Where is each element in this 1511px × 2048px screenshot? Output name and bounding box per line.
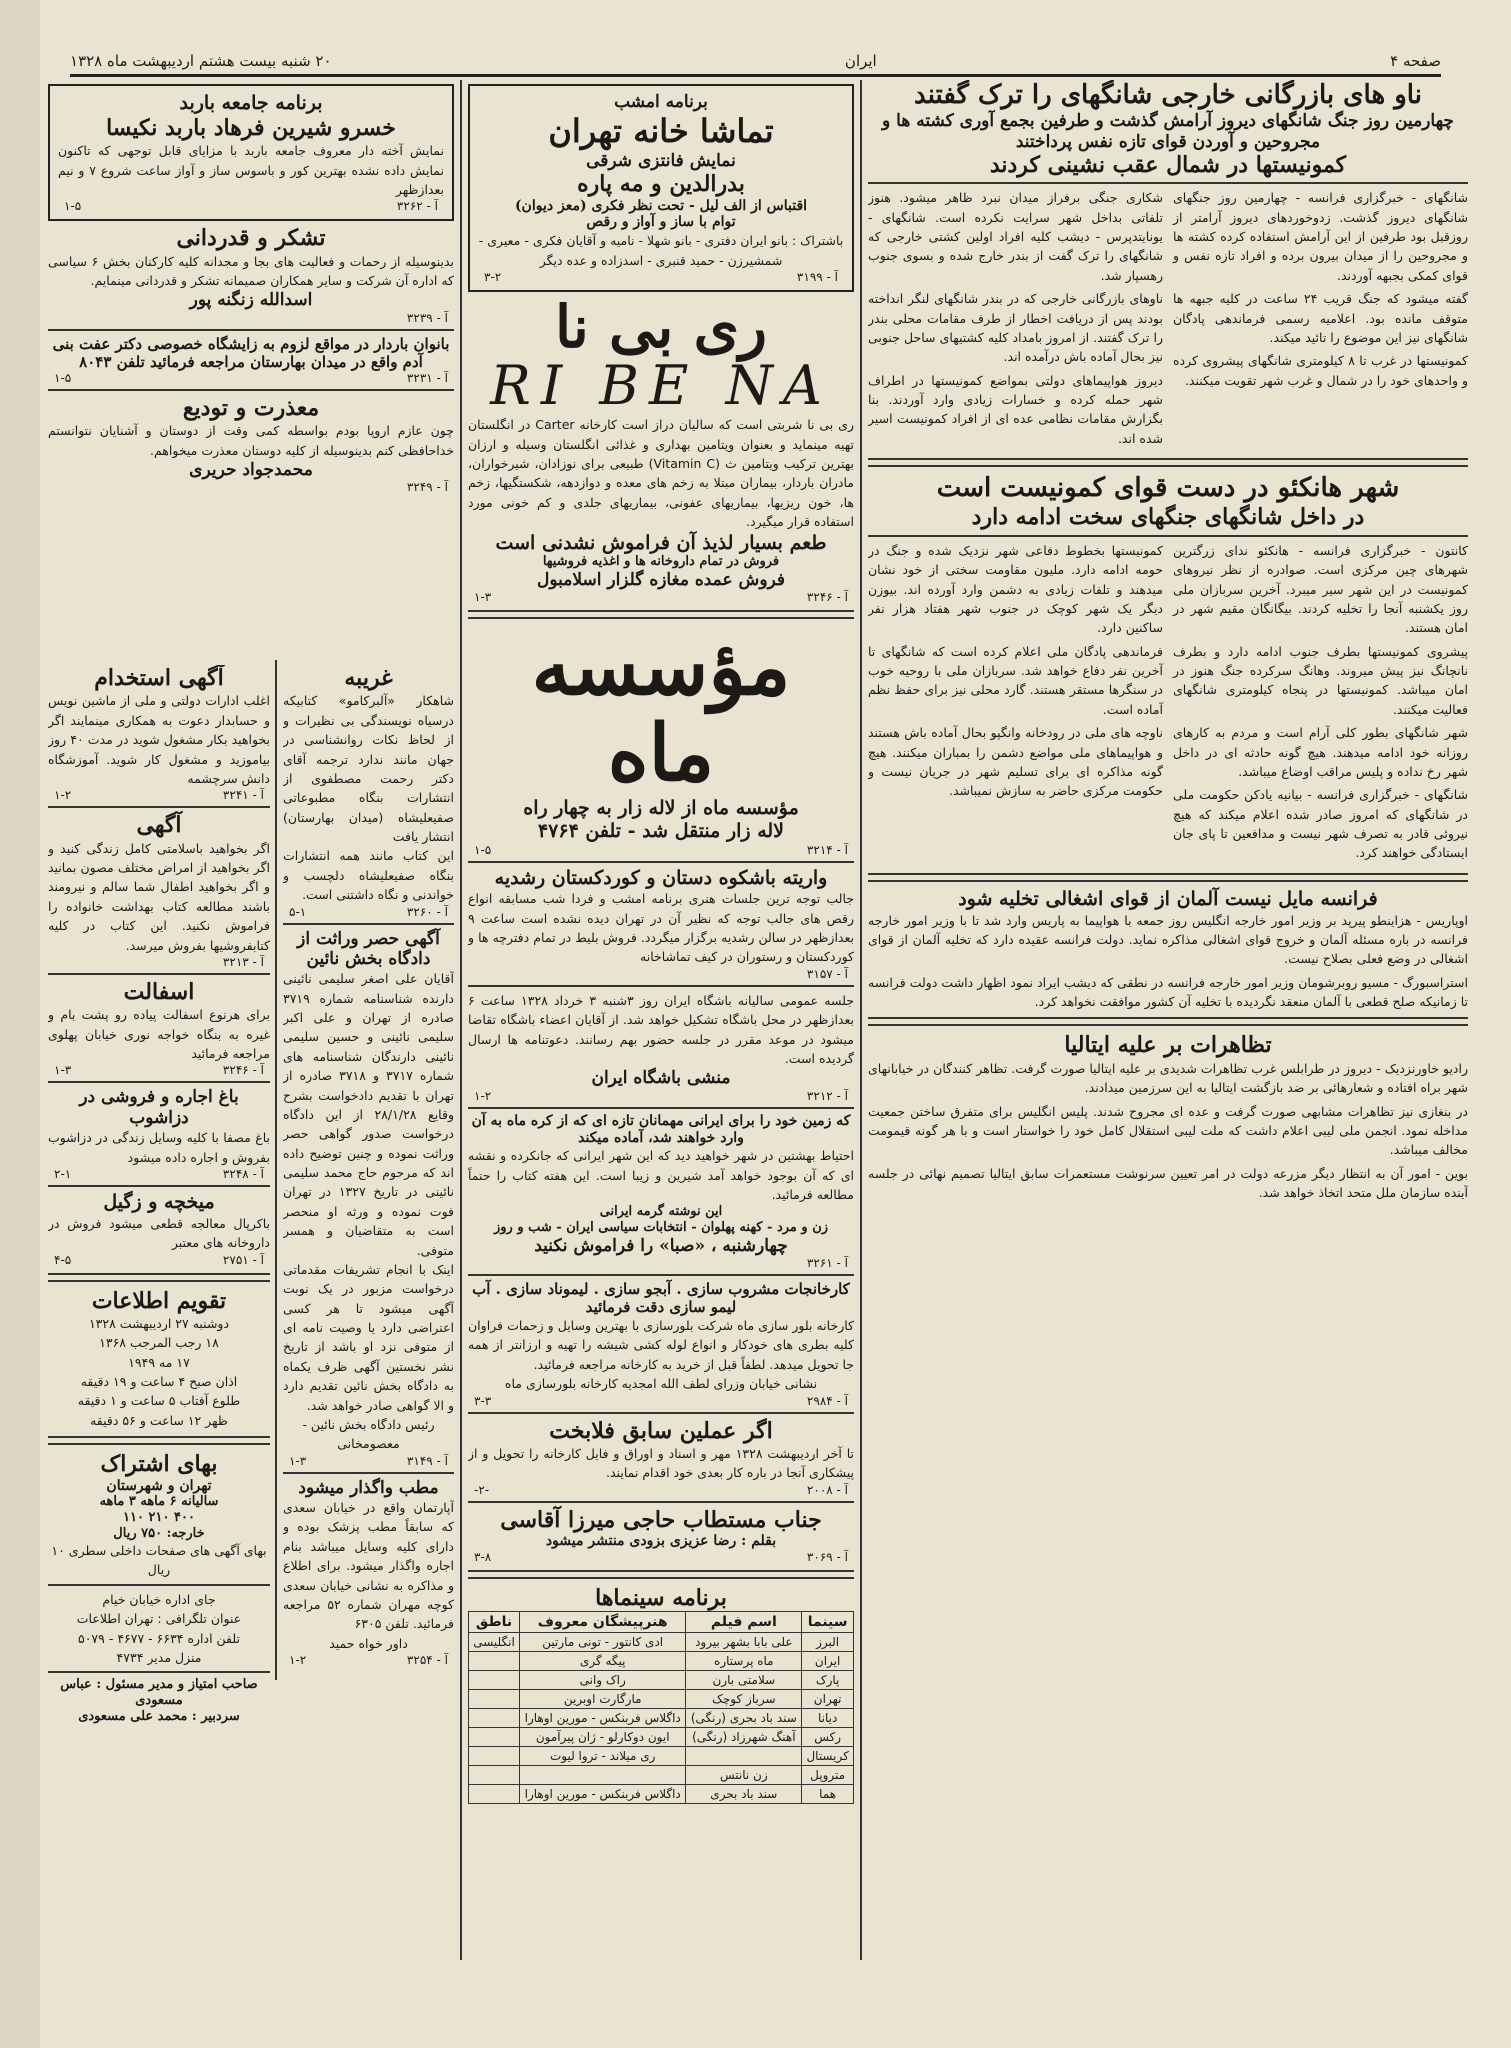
paragraph: کمونیستها بخطوط دفاعی شهر نزدیک شده و جنگ در حومه ادامه دارد. ملیون مقاومت سختی از خود نشان میدهند و تلفات زیادی به دشمن وارد آورده اند. بیوزن دیگر یک شهر کوچک در جنوب شهر هفتاد هزار نفر ساکنین دارد. — [868, 542, 1163, 636]
divider — [468, 1412, 854, 1414]
cinema-cell — [686, 1747, 802, 1766]
article-hankou-text-2 — [868, 541, 1163, 867]
ribena-sale: فروش در تمام داروخانه ها و اغذیه فروشیها — [542, 554, 780, 570]
barbad-body: نمایش آخته دار معروف جامعه باربد با مزایای قابل توجهی که تاکنون نمایش داده نشده بهترین کور و باسوس ساز و آواز ساعت شروع ۷ و نیم بعدازظهر — [58, 143, 444, 197]
news-column — [868, 80, 1468, 1960]
paragraph: ناوهای بازرگانی خارجی که در بندر شانگهای لنگر انداخته بودند پس از دریافت اخطار از طرف مقامات محلی بندر را ترک گفتند. از امروز بامداد کلیه کشتیهای ساحل جنوبی نیز بحال آماده باش درآمده اند. — [868, 291, 1163, 365]
subhead-shanghai-fighting: در داخل شانگهای جنگهای سخت ادامه دارد — [971, 504, 1365, 531]
article-ships-text — [1173, 188, 1468, 452]
divider — [468, 1107, 854, 1109]
headline-hankou: شهر هانکئو در دست قوای کمونیست است — [936, 473, 1400, 504]
cinema-row — [469, 1728, 854, 1747]
subscription-foreign: خارجه: ۷۵۰ ریال — [113, 1525, 205, 1541]
cinema-cell: هما — [802, 1785, 854, 1804]
masthead — [70, 48, 1441, 77]
office-signature: داور خواه حمید — [329, 1635, 408, 1651]
headline-ships: ناو های بازرگانی خارجی شانگهای را ترک گفتند — [914, 80, 1422, 110]
ad-ref — [48, 371, 454, 385]
program-label: برنامه امشب — [614, 92, 708, 112]
article-hankou-text — [1173, 541, 1468, 867]
cinema-row — [469, 1690, 854, 1709]
garden-body: باغ مصفا با کلیه وسایل زندگی در دزاشوب بفروش و اجاره داده میشود — [48, 1130, 270, 1165]
paragraph: در بنغازی نیز تظاهرات مشابهی صورت گرفت و عده ای مجروح شدند. پلیس انگلیس برای متفرق ساختن جمعیت مداخله نمود. انجمن ملی لیبی اعلام داشت که ملت لیبی استقلال کامل خود را خواستار است و با هر گونه قیمومت مخالف میباشد. — [868, 1103, 1468, 1158]
divider — [48, 1436, 270, 1445]
ref-code: آ - ۳۲۴۹ — [406, 480, 448, 495]
saba-date: چهارشنبه ، «صبا» را فراموش نکنید — [534, 1235, 788, 1256]
subscription-prices: ۴۰۰ ۲۱۰ ۱۱۰ — [123, 1509, 195, 1525]
ref-code: ۳-۳ — [474, 1393, 492, 1408]
ad-ref — [48, 788, 270, 802]
variety-title: واریته باشکوه دستان و کوردکستان رشدیه — [494, 866, 828, 889]
divider — [468, 1274, 854, 1276]
ref-code: آ - ۳۲۱۲ — [806, 1088, 848, 1103]
theatre-ad — [468, 84, 854, 292]
headline-germany-evacuation: فرانسه مایل نیست آلمان از قوای اشغالی تخلیه شود — [958, 887, 1378, 910]
notice-title: آگهی — [136, 812, 182, 839]
mah-line-2: لاله زار منتقل شد - تلفن ۴۷۶۴ — [537, 819, 785, 842]
article-ships-text-2 — [868, 188, 1163, 452]
paragraph: پیشروی کمونیستها بطرف جنوب ادامه دارد و بطرف نانچانگ نیز پیش میروند. وهانگ سرکرده جنگ هنوز در امان میباشد. کمونیستها در پنجاه کیلومتری شانگهای فعالیت میکنند. — [1173, 643, 1468, 717]
headline-italy-protests: تظاهرات بر علیه ایتالیا — [1064, 1032, 1272, 1059]
ref-code: ۳-۸ — [474, 1549, 492, 1564]
cinema-cell: داگلاس فربنکس - مورین اوهارا — [520, 1785, 686, 1804]
cinema-cell: ایون دوکارلو - ژان پیرآمون — [520, 1728, 686, 1747]
cinema-column-header: ناطق — [469, 1612, 520, 1633]
cinema-table — [468, 1611, 854, 1804]
cinema-cell: سرباز کوچک — [686, 1690, 802, 1709]
ad-rate-note: بهای آگهی های صفحات داخلی سطری ۱۰ ریال — [51, 1543, 267, 1578]
ref-code: ۱-۲ — [289, 1653, 307, 1668]
divider — [868, 1017, 1468, 1026]
cinema-cell: ادی کانتور - تونی مارتین — [520, 1633, 686, 1652]
divider — [48, 806, 270, 808]
article-italy-text — [868, 1059, 1468, 1203]
divider — [48, 1273, 270, 1282]
ribena-title-fa: ری بی نا — [554, 292, 768, 361]
thanks-body: بدینوسیله از رحمات و فعالیت های بجا و مجدانه کلیه کارکنان بخش ۶ سیاسی که اداره آن شرکت و سایر همکاران صمیمانه تشکر و قدردانی مینمایم. — [48, 253, 454, 289]
issue-date: ۲۰ شنبه بیست هشتم اردیبهشت ماه ۱۳۲۸ — [70, 52, 332, 70]
club-signature: منشی باشگاه ایران — [591, 1068, 731, 1089]
subscription-scope: تهران و شهرستان — [106, 1477, 212, 1494]
book-author: بقلم : رضا عزیزی بزودی منتشر میشود — [545, 1533, 777, 1550]
calendar-entry: اذان صبح ۴ ساعت و ۱۹ دقیقه — [80, 1374, 238, 1390]
barbad-play: خسرو شیرین فرهاد باربد نکیسا — [106, 114, 396, 141]
cinema-cell — [469, 1728, 520, 1747]
divider — [48, 1185, 270, 1187]
divider — [468, 1501, 854, 1503]
ref-code: آ - ۲۷۵۱ — [222, 1252, 264, 1267]
office-address: جای اداره خیابان خیام — [102, 1591, 216, 1607]
ref-code: ۲-۱ — [54, 1166, 72, 1181]
cinema-column-header: سینما — [802, 1612, 854, 1633]
ribena-ad — [468, 292, 854, 605]
ad-ref — [48, 1063, 270, 1077]
cinema-cell — [469, 1652, 520, 1671]
play-credit: اقتباس از الف لیل - تحت نظر فکری (معز دیوان) — [514, 197, 808, 214]
mah-title: مؤسسه ماه — [531, 622, 791, 800]
news-subcolumns — [868, 541, 1468, 867]
cinema-cell — [469, 1671, 520, 1690]
factory-title: کارخانجات مشروب سازی . آبجو سازی . لیموناد سازی . آب لیمو سازی دقت فرمائید — [472, 1280, 850, 1316]
divider — [48, 329, 454, 331]
ref-code: آ - ۳۲۱۴ — [806, 842, 848, 857]
cinema-cell: ری میلاند - تروا لیوت — [520, 1747, 686, 1766]
divider — [868, 873, 1468, 882]
cinema-cell: پارک — [802, 1671, 854, 1690]
ref-code: آ - ۳۲۴۶ — [222, 1063, 264, 1078]
cinema-cell: مارگارت اوبرین — [520, 1690, 686, 1709]
paragraph: رادیو خاورنزدیک - دیروز در طرابلس غرب تظاهرات شدیدی بر علیه ایتالیا صورت گرفت. تظاهر کنندگان در خیابانهای شهر براه افتاده و شعارهائی بر ضد بازگشت ایتالیا به این سرزمین میدادند. — [868, 1060, 1468, 1096]
play-title: بدرالدین و مه پاره — [577, 171, 745, 198]
cinema-cell: ایران — [802, 1652, 854, 1671]
play-note: توام با ساز و آواز و رقص — [586, 214, 736, 231]
ref-code: ۱-۵ — [474, 842, 492, 857]
divider — [48, 1081, 270, 1083]
subscription-title: بهای اشتراک — [100, 1451, 218, 1478]
workers-notice — [468, 1418, 854, 1497]
ref-code: آ - ۳۲۶۱ — [806, 1256, 848, 1270]
publisher-line: صاحب امتیاز و مدیر مسئول : عباس مسعودی — [60, 1677, 258, 1708]
cinema-cell: داگلاس فربنکس - مورین اوهارا — [520, 1709, 686, 1728]
ref-code: آ - ۳۲۳۱ — [406, 370, 448, 385]
factory-body: کارخانه بلور سازی ماه شرکت بلورسازی با بهترین وسایل و زحمات فراوان کلیه بطری های خودکار و انواع لوله کشی شیشه را تهیه و ارزانتر از همه جا تحویل میدهد. لطفاً قبل از خرید به کارخانه مراجعه فرمائید. — [468, 1318, 854, 1372]
cinema-cell: رکس — [802, 1728, 854, 1747]
club-notice — [468, 991, 854, 1103]
cinema-row — [469, 1652, 854, 1671]
paragraph: فرماندهی پادگان ملی اعلام کرده است که شانگهای تا آخرین نفر دفاع خواهد شد. سربازان ملی با روحیه خوب در سنگرها مستقر هستند. گارد محلی نیز برای حفظ نظم آماده است. — [868, 643, 1163, 717]
cinema-row — [469, 1709, 854, 1728]
garden-title: باغ اجاره و فروشی در دزاشوب — [79, 1087, 239, 1128]
heirs-title: آگهی حصر وراثت از دادگاه بخش نائین — [297, 928, 440, 969]
gharibe-title: غریبه — [344, 665, 393, 691]
book-title: جناب مستطاب حاجی میرزا آقاسی — [500, 1506, 822, 1533]
paragraph: شکاری جنگی برفراز میدان نبرد ظاهر میشود. هنوز تلفاتی بداخل شهر سرایت نکرده است. شانگهای - یونایتدپرس - دیشب کلیه افراد اولین کشتی خارجی که شانگهای را ترک گفت از بندر خارج شده و بسوی جنوب رهسپار شد. — [868, 190, 1163, 283]
divider — [868, 535, 1468, 537]
saba-title: که زمین خود را برای ایرانی مهمانان تازه ای که از کره ماه به آن وارد خواهند شد، آماده میکند — [471, 1112, 851, 1146]
ref-code: آ - ۳۲۶۲ — [396, 199, 438, 214]
left-inner-column — [283, 665, 454, 1680]
column-rule — [275, 660, 277, 1680]
divider — [868, 182, 1468, 184]
ad-ref — [48, 311, 454, 325]
apology-signature: محمدجواد حریری — [189, 459, 313, 480]
saba-author: این نوشته گرمه ایرانی — [599, 1204, 723, 1220]
ref-code: آ - ۳۲۱۳ — [222, 954, 264, 969]
ad-ref — [468, 1089, 854, 1103]
club-body: جلسه عمومی سالیانه باشگاه ایران روز ۳شنبه ۳ خرداد ۱۳۲۸ ساعت ۶ بعدازظهر در محل باشگاه تشکیل خواهد شد. از آقایان اعضاء باشگاه تقاضا میشود در موعد مقرر در جلسه حضور بهم رسانند. دعوتنامه ها ارسال گردیده است. — [468, 992, 854, 1066]
ad-ref — [58, 199, 444, 213]
ad-ref — [283, 905, 454, 919]
ad-ref — [468, 967, 854, 981]
calendar-entry: ظهر ۱۲ ساعت و ۵۶ دقیقه — [90, 1412, 228, 1428]
ad-ref — [468, 1483, 854, 1497]
paragraph: کمونیستها در غرب تا ۸ کیلومتری شانگهای پیشروی کرده و واحدهای خود را در شمال و غرب شهر تقویت میکنند. — [1173, 353, 1468, 388]
telegraph-address: عنوان تلگرافی : تهران اطلاعات — [76, 1611, 242, 1627]
ref-code: آ - ۳۲۴۱ — [222, 788, 264, 803]
heirs-signature: رئیس دادگاه بخش نائین - معصومخانی — [302, 1416, 435, 1452]
cinema-cell: دیانا — [802, 1709, 854, 1728]
cinema-cell: آهنگ شهرزاد (رنگی) — [686, 1728, 802, 1747]
cinema-cell: پیگه گری — [520, 1652, 686, 1671]
cinema-cell — [520, 1766, 686, 1785]
ad-ref — [468, 1394, 854, 1408]
ref-code: ۱-۳ — [474, 590, 492, 605]
variety-body: جالب توجه ترین جلسات هنری برنامه امشب و فردا شب مسابقه انواع رقص های جالب توجه که نظیر آن در تهران دیده نشده است ساعت ۹ بعدازظهر در سالن رشدیه برگزار میگردد. فروش بلیط در تمام دفترچه ها و کوردکستان و رستوران در کیف تماشاخانه — [468, 891, 854, 965]
saba-topics: زن و مرد - کهنه پهلوان - انتخابات سیاسی ایران - شب و روز — [493, 1220, 829, 1236]
cinema-cell — [469, 1785, 520, 1804]
ref-code: ۱-۵ — [64, 199, 82, 214]
cinema-row — [469, 1633, 854, 1652]
workers-body: تا آخر اردیبهشت ۱۳۲۸ مهر و اسناد و اوراق و فایل کارخانه را تحویل و از پیشکاری آنجا در باره کار بعدی خود اقدام نمایند. — [468, 1445, 854, 1481]
paragraph: ناوچه های ملی در رودخانه وانگپو بحال آماده باش هستند و هواپیماهای ملی مواضع دشمن را بمباران میکنند. هیچ گونه مذاکره ای برای تسلیم شهر در جریان نیست و حکومت مرکزی حاضر به سازش نمیباشد. — [868, 725, 1163, 799]
divider — [468, 610, 854, 619]
cinema-row — [469, 1747, 854, 1766]
ref-code: ۱-۳ — [54, 1063, 72, 1078]
cinema-cell: البرز — [802, 1633, 854, 1652]
workers-title: اگر عملین سابق فلابخت — [549, 1417, 773, 1444]
divider — [468, 985, 854, 987]
column-rule — [460, 80, 462, 1960]
divider — [48, 1671, 270, 1673]
ref-code: ۴-۵ — [54, 1252, 72, 1267]
left-top-ads — [48, 80, 454, 660]
calendar-entry: طلوع آفتاب ۵ ساعت و ۱ دقیقه — [77, 1393, 241, 1409]
cinema-cell: سند باد بحری — [686, 1785, 802, 1804]
divider — [468, 861, 854, 863]
article-germany-text — [868, 911, 1468, 1012]
paragraph: شانگهای - خبرگزاری فرانسه - چهارمین روز جنگهای شانگهای دیروز گذشت. زدوخوردهای دیروز آرامتر از روزقبل بود طرفین از این آرامش استفاده کرده کشته ها و مجروحین را از میدان بیرون برده و افراد تازه نفس و قوای کمکی بجبهه آوردند. — [1173, 190, 1468, 283]
column-rule — [860, 80, 862, 1960]
paragraph: دیروز هواپیماهای دولتی بمواضع کمونیستها در اطراف شهر حمله کرده و خسارات زیادی وارد آوردند. بنا بگزارش مقامات نظامی عده ای از افراد کمونیست اسیر شده اند. — [868, 372, 1163, 446]
cinema-cell — [469, 1709, 520, 1728]
ad-ref — [283, 1653, 454, 1667]
apology-title: معذرت و تودیع — [182, 394, 320, 421]
calendar-list — [48, 1314, 270, 1430]
paragraph: شهر شانگهای بطور کلی آرام است و مردم به کارهای روزانه خود ادامه میدهند. هیچ گونه حادثه ای در داخل شهر رخ نداده و پلیس مراقب اوضاع میباشد. — [1173, 725, 1468, 779]
asphalt-title: اسفالت — [123, 978, 195, 1005]
office-body: آپارتمان واقع در خیابان سعدی که سابقاً مطب پزشک بوده و دارای کلیه وسایل میباشد بنام اجاره واگذار میشود. برای اطلاع و مذاکره به نشانی خیابان سعدی کوچه مهران شماره ۵۲ مراجعه فرمائید. تلفن ۶۳۰۵ — [283, 1500, 454, 1632]
ref-code: آ - ۲۰۰۸ — [806, 1482, 848, 1497]
paragraph: بوین - امور آن به انتظار دیگر مزرعه دولت در امر تعیین سرنوشت مستعمرات سابق ایتالیا تصمیم نهائی در جلسه آینده سازمان ملل متحد اتخاذ خواهد شد. — [868, 1165, 1468, 1201]
ref-code: ۱-۵ — [54, 370, 72, 385]
cinema-row — [469, 1671, 854, 1690]
cinema-cell: سند باد بحری (رنگی) — [686, 1709, 802, 1728]
subscription-periods: سالیانه ۶ ماهه ۳ ماهه — [99, 1494, 219, 1510]
book-ad — [468, 1507, 854, 1564]
editor-line: سردبیر : محمد علی مسعودی — [78, 1708, 240, 1724]
hiring-body: اغلب ادارات دولتی و ملی از ماشین نویس و حسابدار دعوت به همکاری مینمایند اگر بخواهید بکار مشغول شوید در مدت ۴۰ روز بیاموزید و مشغول کار شوید. آموزشگاه دانش سرچشمه — [48, 693, 270, 786]
heirs-body-2: اینک با انجام تشریفات مقدماتی درخواست مزبور در یک نوبت آگهی میشود تا هر کسی اعتراضی دارد یا وصیت نامه ای از متوفی نزد او باشد از تاریخ نشر نخستین آگهی ظرف یکماه به دادگاه بخش نائین تقدیم دارد و الا گواهی صادر خواهد شد. — [283, 1261, 454, 1413]
paper-name: ایران — [844, 52, 877, 70]
thanks-title: تشکر و قدردانی — [176, 225, 326, 252]
ref-code: آ - ۳۲۵۴ — [406, 1653, 448, 1668]
hiring-title: آگهی استخدام — [94, 665, 224, 691]
page-left-margin — [0, 0, 40, 2048]
cinema-cell: علی بابا بشهر بیرود — [686, 1633, 802, 1652]
cinema-column-header: اسم فیلم — [686, 1612, 802, 1633]
ad-ref — [48, 480, 454, 494]
subhead-communists-retreat: کمونیستها در شمال عقب نشینی کردند — [989, 151, 1347, 178]
cinema-title: برنامه سینماها — [595, 1584, 727, 1611]
cinema-cell: انگلیسی — [469, 1633, 520, 1652]
ribena-body: ری بی نا شربتی است که سالیان دراز است کارخانه Carter در انگلستان تهیه مینماید و بعنوان ویتامین بهداری و غذائی انگلستان وسیله و ارزان بهترین ترکیب ویتامین ث (Vitamin C) طبیعی برای نوزادان، شیرخواران، مادران باردار، بیماران مبتلا به زخم های معده و دوازدهه، شکستگیها، زخم ها، خون ریزیها، بیماریهای عفونی، بیماریهای جلدی و کم خونی مورد استفاده قرار میگیرد. — [468, 417, 854, 530]
far-left-column — [48, 665, 270, 1965]
variety-ad — [468, 867, 854, 981]
gharibe-note: این کتاب مانند همه انتشارات بنگاه صفیعلیشاه دلچسب و خواندنی و نگاه داشتنی است. — [283, 848, 454, 903]
heirs-body: آقایان علی اصغر سلیمی نائینی دارنده شناسنامه شماره ۳۷۱۹ صادره از تهران و علی اکبر سلیمی نائینی و حسین سلیمی نائینی دارندگان شناسنامه های شماره ۳۷۱۷ و ۳۷۱۸ صادره از تهران با تقدیم دادخواست بشرح وقایع ۲۸/۱/۲۸ از این دادگاه درخواست صدور گواهی حصر وراثت نموده و چنین توضیح داده اند که مرحوم حاج محمد سلیمی نائینی در تاریخ ۱۳۲۷ در تهران فوت نموده و ورثه او منحصر است به متقاضیان و همسر متوفی. — [283, 971, 454, 1258]
ad-ref — [468, 590, 854, 604]
cinema-column-header: هنرپیشگان معروف — [520, 1612, 686, 1633]
cinema-cell — [469, 1747, 520, 1766]
cinema-cell: راک وانی — [520, 1671, 686, 1690]
page-number: صفحه ۴ — [1390, 52, 1441, 70]
ref-code: آ - ۲۹۸۴ — [806, 1393, 848, 1408]
cinema-cell: متروپل — [802, 1766, 854, 1785]
ribena-agent: فروش عمده مغازه گلزار اسلامبول — [536, 569, 786, 590]
ad-ref — [468, 1550, 854, 1564]
ref-code: آ - ۳۱۵۷ — [806, 966, 848, 981]
gharibe-body: شاهکار «آلبرکامو» کتابیکه درسیاه نویسندگی بی نظیرات و از لحاظ نکات روانشناسی در جهان مانند ندارد ترجمه آقای دکتر رحمت مصطفوی از انتشارات بنگاه مطبوعاتی صفیعلیشاه (میدان بهارستان) انتشار یافت — [283, 693, 454, 845]
ad-ref — [478, 270, 844, 284]
office-phones: تلفن اداره ۶۶۳۴ - ۴۶۷۷ - ۵۰۷۹ — [77, 1630, 241, 1646]
thanks-signature: اسدالله زنگنه پور — [189, 290, 313, 311]
divider — [868, 458, 1468, 467]
ref-code: آ - ۳۱۴۹ — [406, 1453, 448, 1468]
ribena-slogan: طعم بسیار لذیذ آن فراموش نشدنی است — [495, 531, 827, 554]
cinema-cell: سلامتی بارن — [686, 1671, 802, 1690]
ad-ref — [48, 1253, 270, 1267]
ref-code: آ - ۳۲۴۶ — [806, 590, 848, 605]
maternity-ad: بانوان باردار در مواقع لزوم به زایشگاه خصوصی دکتر عفت بنی آدم واقع در میدان بهارستان مراجعه فرمائید تلفن ۸۰۴۳ — [52, 334, 450, 371]
ad-ref — [468, 1256, 854, 1270]
ad-ref — [48, 955, 270, 969]
calendar-title: تقویم اطلاعات — [91, 1287, 227, 1314]
divider — [283, 1472, 454, 1474]
subhead-shanghai-battle: چهارمین روز جنگ شانگهای دیروز آرامش گذشت و طرفین بجمع آوری کشته ها و مجروحین و آوردن قوای تازه نفس پرداختند — [882, 111, 1454, 152]
cinema-cell: زن نانتس — [686, 1766, 802, 1785]
ref-code: -۲- — [474, 1482, 490, 1497]
mah-line-1: مؤسسه ماه از لاله زار به چهار راه — [523, 796, 799, 819]
ref-code: ۱-۲ — [54, 788, 72, 803]
barbad-title: برنامه جامعه باربد — [179, 92, 323, 114]
calendar-entry: ۱۷ مه ۱۹۴۹ — [128, 1354, 190, 1370]
notice-body: اگر بخواهید باسلامتی کامل زندگی کنید و اگر بخواهید از امراض مختلف مصون بمانید و اگر بخواهید اطفال شما سالم و نیرومند باشند مطالعه کتاب بهداشت خانواده را فراموش نکنید. این کتاب در کلیه کتابفروشیها بفروش میرسد. — [48, 840, 270, 953]
ad-ref — [468, 843, 854, 857]
barbad-program-ad — [48, 84, 454, 221]
corn-title: میخچه و زگیل — [103, 1190, 215, 1213]
office-title: مطب واگذار میشود — [298, 1477, 439, 1498]
news-subcolumns — [868, 188, 1468, 452]
cinema-cell — [469, 1766, 520, 1785]
calendar-entry: دوشنبه ۲۷ اردیبهشت ۱۳۲۸ — [88, 1315, 230, 1331]
divider — [283, 923, 454, 925]
divider — [468, 1570, 854, 1579]
ad-ref — [48, 1167, 270, 1181]
ref-code: آ - ۳۲۴۸ — [222, 1166, 264, 1181]
divider — [48, 389, 454, 391]
corn-body: باکرپال معالجه قطعی میشود فروش در داروخانه های معتبر — [48, 1215, 270, 1251]
paragraph: اوپاریس - هزاینطو پیرپد بر وزیر امور خارجه انگلیس روز جمعه با هواپیما به پاریس وارد شد تا با وزیر امور خارجه فرانسه در باره مسئله آلمان و خروج قوای اشغالی مذاکره نماید. دولت فرانسه عقیده دارد که تخلیه آلمان از قوای اشغالی در وضع فعلی بصلاح نیست. — [868, 912, 1468, 967]
cinema-cell — [469, 1690, 520, 1709]
director-phone: منزل مدیر ۴۷۳۴ — [116, 1649, 202, 1665]
ad-ref — [283, 1454, 454, 1468]
ref-code: آ - ۳۲۳۹ — [406, 310, 448, 325]
cinema-program — [468, 1585, 854, 1804]
theatre-subtitle: نمایش فانتزی شرقی — [586, 150, 736, 171]
cinema-row — [469, 1785, 854, 1804]
cinema-row — [469, 1766, 854, 1785]
ref-code: ۵-۱ — [289, 904, 307, 919]
paragraph: گفته میشود که جنگ قریب ۲۴ ساعت در کلیه جبهه ها متوقف مانده بود. اعلامیه رسمی فرماندهی پادگان شانگهای نیز این موضوع را تائید میکند. — [1173, 291, 1468, 345]
asphalt-body: برای هرنوع اسفالت پیاده رو پشت بام و غیره به بنگاه خواجه نوری خیابان پهلوی مراجعه فرمائید — [48, 1007, 270, 1062]
ref-code: ۱-۳ — [289, 1453, 307, 1468]
calendar-entry: ۱۸ رجب المرجب ۱۳۶۸ — [99, 1335, 219, 1351]
ribena-title-latin: RI BE NA — [490, 353, 832, 417]
saba-body: احتیاط بهشتین در شهر خواهید دید که این شهر ایرانی که جانکرده و نقشه ای که آن بوجود خواهد آمد شیرین و زیبا است. این هفته کتاب را حتماً مطالعه فرمائید. — [468, 1148, 854, 1203]
glass-factory-ad — [468, 1280, 854, 1408]
ref-code: آ - ۳۱۹۹ — [796, 269, 838, 284]
cinema-cell: تهران — [802, 1690, 854, 1709]
paragraph: کانتون - خبرگزاری فرانسه - هانکئو ندای زرگترین شهرهای چین مرکزی است. صوادره از نظر نیروهای کمونیست در این شهر سیر میبرد. آخرین سربازان ملی روز یکشنبه آنجا را تخلیه کردند. بیگانگان مقیم شهر در امان هستند. — [1173, 542, 1468, 636]
ref-code: آ - ۳۲۶۰ — [406, 904, 448, 919]
ref-code: آ - ۳۰۶۹ — [806, 1549, 848, 1564]
divider — [48, 973, 270, 975]
mah-ad — [468, 622, 854, 857]
paragraph: استراسبورگ - مسیو روبرشومان وزیر امور خارجه فرانسه در نطقی که دیشب ایراد نمود اظهار داشت دولت فرانسه تا زمانیکه صلح قطعی با آلمان منعقد نگردیده با تخلیه آن کشور موافقت نخواهد کرد. — [868, 974, 1468, 1010]
ref-code: ۱-۲ — [474, 1088, 492, 1103]
cinema-cell: کریستال — [802, 1747, 854, 1766]
cinema-cell: ماه پرستاره — [686, 1652, 802, 1671]
divider — [48, 1584, 270, 1586]
factory-address: نشانی خیابان وزرای لطف الله امجدیه کارخانه بلورسازی ماه — [504, 1376, 818, 1392]
saba-ad — [468, 1113, 854, 1270]
apology-body: چون عازم اروپا بودم بواسطه کمی وقت از دوستان و آشنایان نتوانستم خداحافظی کنم بدینوسیله از کلیه دوستان معذرت میخواهم. — [48, 423, 454, 458]
cast-list: باشتراک : بانو ایران دفتری - بانو شهلا - نامیه و آقایان فکری - معیری - شمشیرزن - حمید قنبری - اسدزاده و عده دیگر — [478, 233, 844, 268]
ref-code: ۳-۲ — [484, 269, 502, 284]
theatre-title: تماشا خانه تهران — [548, 112, 774, 151]
middle-ads-column — [468, 80, 854, 1960]
paragraph: شانگهای - خبرگزاری فرانسه - بیانیه یادکن حکومت ملی در شانگهای که امروز صادر شده اعلام میکند که هیچ نیروئی قادر به تصرف شهر نیست و مدافعین تا پای جان ایستادگی خواهند کرد. — [1173, 787, 1468, 861]
